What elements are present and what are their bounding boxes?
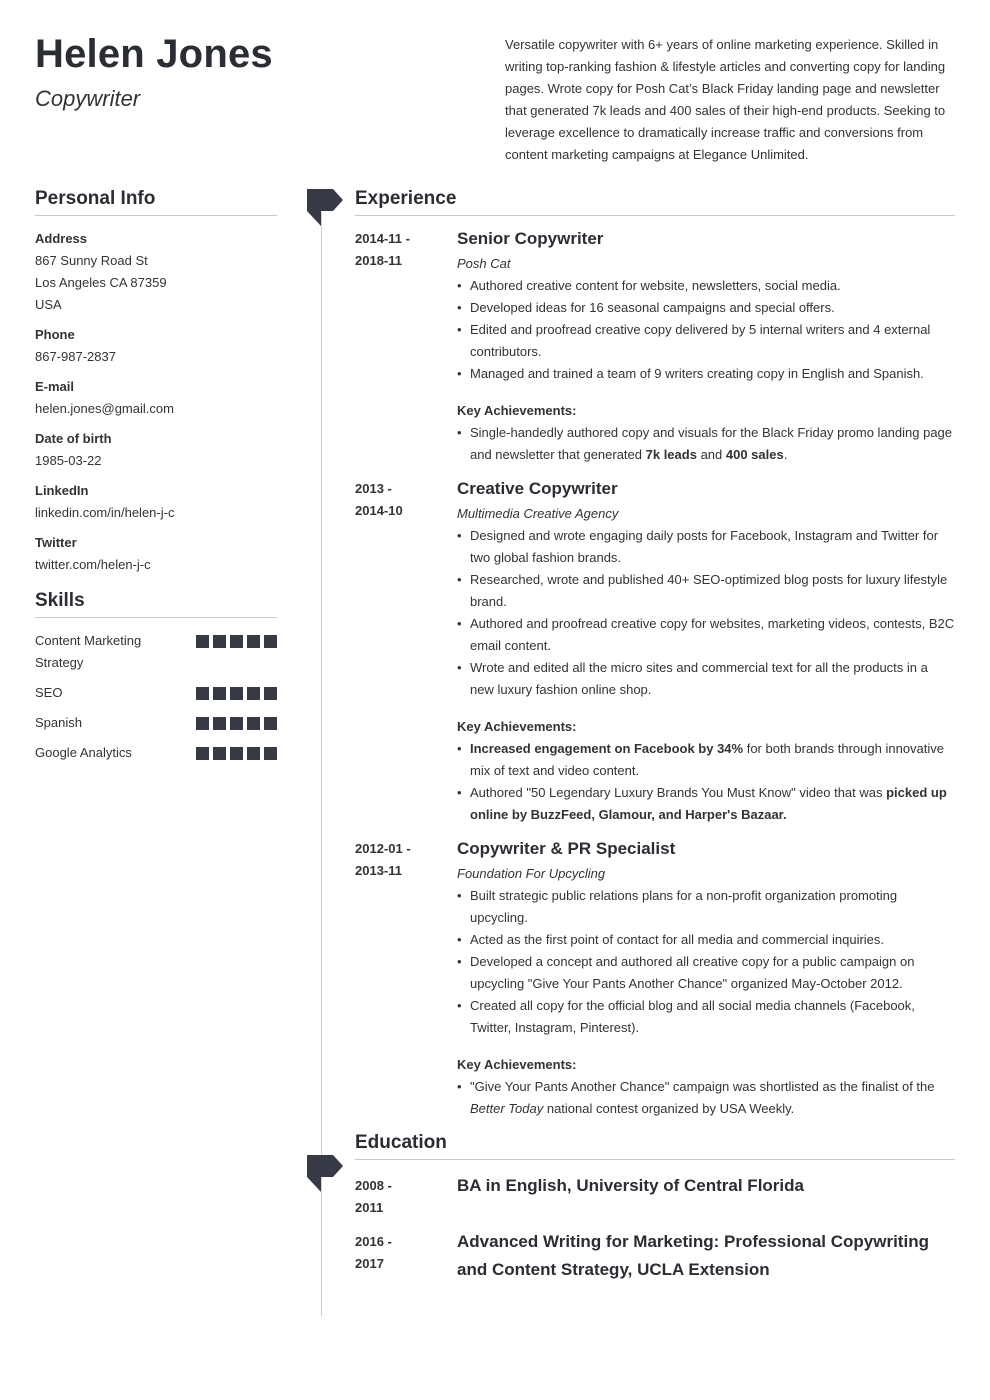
address-line-1: 867 Sunny Road St	[35, 253, 148, 268]
achievements-list	[457, 422, 955, 466]
job-date-start: 2012-01 -	[355, 841, 411, 856]
skill-level-meter	[196, 687, 277, 700]
achievement-text: Single-handedly authored copy and visuals for the Black Friday promo landing page and newsletter that generated	[470, 425, 953, 462]
job-duties	[457, 275, 955, 385]
skill-row	[35, 742, 277, 764]
linkedin-label: LinkedIn	[35, 483, 89, 498]
dob-label: Date of birth	[35, 431, 112, 446]
twitter-value: twitter.com/helen-j-c	[35, 557, 151, 572]
job-company: Posh Cat	[457, 256, 511, 271]
timeline-line	[321, 212, 322, 1316]
achievement-emphasis: 400 sales	[725, 447, 784, 462]
job-title: Creative Copywriter	[457, 479, 618, 498]
achievement-text: and	[696, 447, 726, 462]
profile-summary: Versatile copywriter with 6+ years of online marketing experience. Skilled in writing top-ranking fashion & lifestyle articles and converting copy for landing pages. Wrote copy for Posh Cat’s Black Friday landing page and newsletter that generated 7k leads and 400 sales of their high-end products. Seeking to leverage excellence to dramatically increase traffic and conversions from content marketing campaigns at Elegance Unlimited.	[505, 37, 946, 162]
skill-level-square	[264, 747, 277, 760]
job-entry	[355, 838, 955, 1120]
duty-item: • Authored and proofread creative copy for websites, marketing videos, contests, B2C email content.	[457, 613, 955, 657]
achievement-item	[457, 1076, 955, 1120]
achievement-text: Authored "50 Legendary Luxury Brands You Must Know" video that was	[470, 785, 887, 800]
twitter-block	[35, 532, 277, 576]
skill-name: Content Marketing Strategy	[35, 633, 142, 670]
email-block	[35, 376, 277, 420]
experience-flag-icon	[307, 189, 343, 226]
education-date-end: 2017	[355, 1256, 384, 1271]
duty-item: • Authored creative content for website, newsletters, social media.	[457, 275, 955, 297]
skills-heading: Skills	[35, 590, 277, 618]
job-entry	[355, 478, 955, 826]
education-title: BA in English, University of Central Florida	[457, 1176, 804, 1195]
candidate-title: Copywriter	[35, 86, 141, 111]
education-date-start: 2008 -	[355, 1178, 392, 1193]
skill-level-square	[230, 747, 243, 760]
skill-level-square	[213, 717, 226, 730]
job-date-end: 2013-11	[355, 863, 402, 878]
skill-level-meter	[196, 747, 277, 760]
skill-row	[35, 630, 277, 674]
duty-item: • Edited and proofread creative copy delivered by 5 internal writers and 4 external contributors.	[457, 319, 955, 363]
achievements-list	[457, 1076, 955, 1120]
job-date-start: 2014-11 -	[355, 231, 410, 246]
duty-item: • Built strategic public relations plans for a non-profit organization promoting upcycling.	[457, 885, 955, 929]
skill-level-square	[247, 717, 260, 730]
email-label: E-mail	[35, 379, 75, 394]
key-achievements-label: Key Achievements:	[457, 1057, 577, 1072]
key-achievements-label: Key Achievements:	[457, 403, 577, 418]
skill-row	[35, 712, 277, 734]
achievement-item	[457, 782, 955, 826]
twitter-label: Twitter	[35, 535, 77, 550]
candidate-name: Helen Jones	[35, 32, 273, 76]
skill-level-square	[230, 687, 243, 700]
achievement-item	[457, 738, 955, 782]
skill-level-square	[230, 635, 243, 648]
duty-item: • Acted as the first point of contact for all media and commercial inquiries.	[457, 929, 955, 951]
achievement-emphasis: Increased engagement on Facebook by 34%	[470, 741, 744, 756]
job-body	[457, 478, 955, 826]
phone-label: Phone	[35, 327, 75, 342]
job-duties	[457, 525, 955, 701]
address-line-2: Los Angeles CA 87359	[35, 275, 167, 290]
skill-level-meter	[196, 635, 277, 648]
education-dates	[355, 1172, 457, 1219]
education-body	[457, 1228, 955, 1284]
phone-block	[35, 324, 277, 368]
dob-block	[35, 428, 277, 472]
duty-item: • Created all copy for the official blog and all social media channels (Facebook, Twitter, Instagram, Pinterest).	[457, 995, 955, 1039]
address-block	[35, 228, 277, 316]
education-heading: Education	[355, 1132, 955, 1160]
achievement-emphasis: picked up online by BuzzFeed, Glamour, and Harper's Bazaar.	[470, 785, 947, 822]
job-dates	[355, 478, 457, 826]
education-title: Advanced Writing for Marketing: Professional Copywriting and Content Strategy, UCLA Extension	[457, 1232, 929, 1279]
education-entry	[355, 1172, 955, 1219]
skill-level-square	[196, 687, 209, 700]
education-body	[457, 1172, 955, 1219]
achievement-text: national contest organized by USA Weekly.	[543, 1101, 795, 1116]
address-label: Address	[35, 231, 88, 246]
job-dates	[355, 838, 457, 1120]
skill-level-square	[213, 687, 226, 700]
skill-level-square	[247, 747, 260, 760]
linkedin-block	[35, 480, 277, 524]
education-entry	[355, 1228, 955, 1284]
address-line-3: USA	[35, 297, 62, 312]
education-flag-icon	[307, 1155, 343, 1192]
duty-item: • Wrote and edited all the micro sites and commercial text for all the products in a new luxury fashion online shop.	[457, 657, 955, 701]
email-value: helen.jones@gmail.com	[35, 401, 174, 416]
duty-item: • Developed a concept and authored all creative copy for a public campaign on upcycling "Give Your Pants Another Chance" organized May-October 2012.	[457, 951, 955, 995]
personal-info-heading: Personal Info	[35, 188, 277, 216]
dob-value: 1985-03-22	[35, 453, 102, 468]
skill-level-square	[264, 635, 277, 648]
achievement-emphasis: 7k leads	[645, 447, 697, 462]
skill-level-square	[247, 687, 260, 700]
job-date-end: 2018-11	[355, 253, 402, 268]
achievement-text: for both brands through innovative mix of text and video content.	[470, 741, 945, 778]
skill-row	[35, 682, 277, 704]
achievement-text: "Give Your Pants Another Chance" campaign was shortlisted as the finalist of the	[470, 1079, 935, 1094]
right-column	[355, 188, 955, 1293]
skill-level-square	[196, 717, 209, 730]
skill-name: SEO	[35, 685, 63, 700]
skill-level-square	[213, 635, 226, 648]
job-body	[457, 838, 955, 1120]
skill-level-square	[196, 747, 209, 760]
job-date-start: 2013 -	[355, 481, 392, 496]
key-achievements-label: Key Achievements:	[457, 719, 577, 734]
skill-level-square	[213, 747, 226, 760]
skill-level-square	[230, 717, 243, 730]
skill-level-square	[264, 687, 277, 700]
achievements-list	[457, 738, 955, 826]
linkedin-value: linkedin.com/in/helen-j-c	[35, 505, 175, 520]
phone-value: 867-987-2837	[35, 349, 116, 364]
job-company: Foundation For Upcycling	[457, 866, 606, 881]
skill-name: Google Analytics	[35, 745, 132, 760]
job-duties	[457, 885, 955, 1039]
skill-name: Spanish	[35, 715, 82, 730]
skill-level-square	[247, 635, 260, 648]
achievement-item	[457, 422, 955, 466]
education-dates	[355, 1228, 457, 1284]
duty-item: • Developed ideas for 16 seasonal campaigns and special offers.	[457, 297, 955, 319]
achievement-emphasis: Better Today	[470, 1101, 544, 1116]
duty-item: • Managed and trained a team of 9 writers creating copy in English and Spanish.	[457, 363, 955, 385]
job-company: Multimedia Creative Agency	[457, 506, 619, 521]
job-title: Copywriter & PR Specialist	[457, 839, 676, 858]
skill-level-meter	[196, 717, 277, 730]
duty-item: • Designed and wrote engaging daily posts for Facebook, Instagram and Twitter for two global fashion brands.	[457, 525, 955, 569]
experience-heading: Experience	[355, 188, 955, 216]
education-date-start: 2016 -	[355, 1234, 392, 1249]
education-date-end: 2011	[355, 1200, 384, 1215]
job-dates	[355, 228, 457, 466]
skill-level-square	[264, 717, 277, 730]
job-title: Senior Copywriter	[457, 229, 604, 248]
job-body	[457, 228, 955, 466]
duty-item: • Researched, wrote and published 40+ SEO-optimized blog posts for luxury lifestyle brand.	[457, 569, 955, 613]
achievement-text: .	[783, 447, 788, 462]
skill-level-square	[196, 635, 209, 648]
job-date-end: 2014-10	[355, 503, 403, 518]
job-entry	[355, 228, 955, 466]
left-column	[35, 188, 277, 772]
